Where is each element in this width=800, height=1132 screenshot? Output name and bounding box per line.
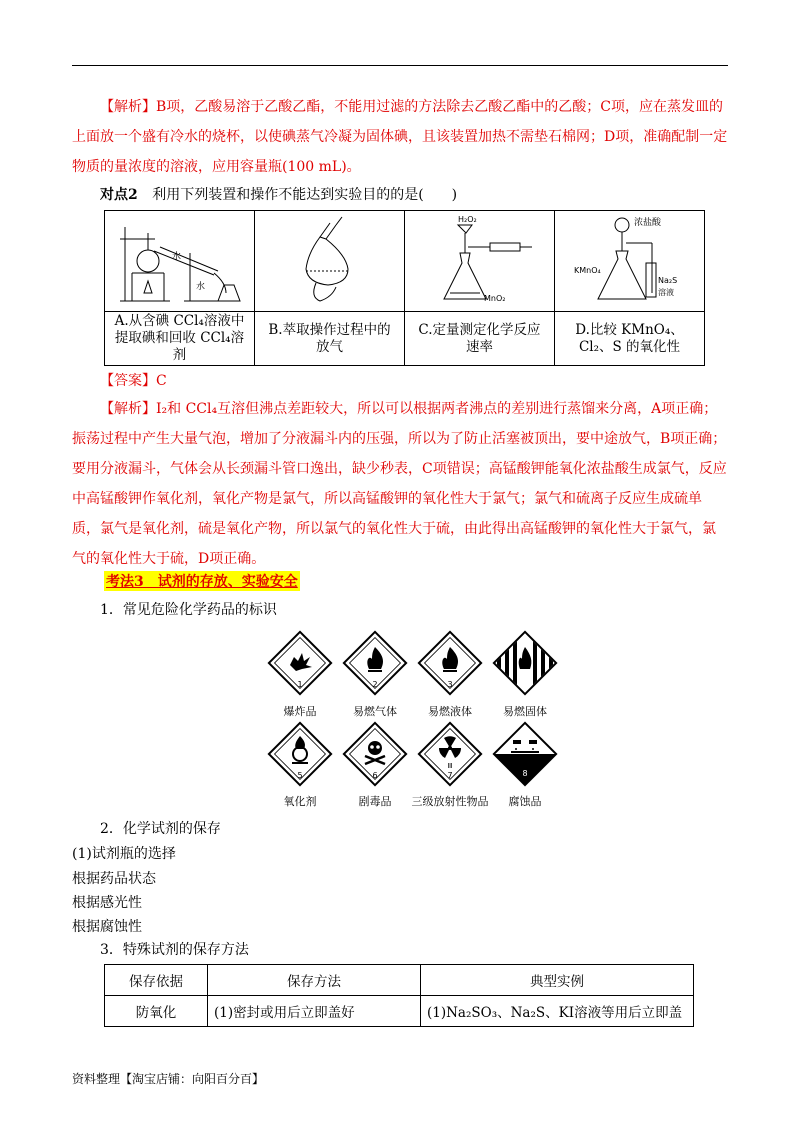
footer-source: 资料整理【淘宝店铺：向阳百分百】 <box>72 1072 265 1086</box>
oxidation-apparatus-icon <box>560 213 700 305</box>
section-heading: 考法3 试剂的存放、实验安全 <box>104 571 300 591</box>
item-3-heading: 3．特殊试剂的保存方法 <box>100 942 249 958</box>
option-d-image <box>555 211 705 312</box>
na2s-label: Na₂S <box>657 275 677 285</box>
analysis-paragraph-2 <box>72 394 728 574</box>
question-label: 对点2 <box>100 187 138 203</box>
sign-label: 腐蚀品 <box>508 795 542 808</box>
svg-text:8: 8 <box>522 769 528 778</box>
hazard-sign-corrosive <box>489 718 561 790</box>
svg-text:Ⅲ: Ⅲ <box>447 762 453 770</box>
sign-label: 易燃气体 <box>353 705 397 718</box>
h2o2-label: H₂O₂ <box>457 214 477 224</box>
svg-text:6: 6 <box>372 771 378 780</box>
table-header: 典型实例 <box>421 965 694 996</box>
options-table <box>104 210 705 366</box>
condenser-water-label: 水 <box>171 251 181 262</box>
table-header: 保存方法 <box>208 965 421 996</box>
table-cell: (1)密封或用后立即盖好 <box>208 996 421 1027</box>
option-d-caption: D.比较 KMnO₄、 Cl₂、S 的氧化性 <box>555 312 705 366</box>
table-header-row <box>105 965 694 996</box>
header-rule <box>72 65 728 66</box>
svg-text:3: 3 <box>447 680 453 689</box>
hazard-sign-flammable-solid <box>489 627 561 699</box>
analysis-label: 【解析】 <box>100 99 156 115</box>
sign-label: 三级放射性物品 <box>411 795 489 808</box>
hazard-sign-radioactive <box>414 718 486 790</box>
sign-label: 易燃固体 <box>503 705 547 718</box>
svg-text:5: 5 <box>297 771 303 780</box>
hazard-sign-explosive <box>264 627 336 699</box>
option-c-caption: C.定量测定化学反应 速率 <box>405 312 555 366</box>
condenser-water-label-2: 水 <box>195 281 205 292</box>
criterion-light: 根据感光性 <box>72 895 142 911</box>
sign-label: 剧毒品 <box>358 795 392 808</box>
sign-label: 易燃液体 <box>428 705 472 718</box>
sign-label: 爆炸品 <box>283 705 317 718</box>
gas-syringe-apparatus-icon <box>410 213 550 305</box>
svg-text:4: 4 <box>522 680 528 689</box>
distillation-apparatus-icon <box>110 213 250 305</box>
answer-label: 【答案】 <box>100 373 156 389</box>
sign-number: 1 <box>297 680 303 689</box>
subheading-bottle-choice: (1)试剂瓶的选择 <box>72 846 176 862</box>
table-cell: 防氧化 <box>105 996 208 1027</box>
option-c-image <box>405 211 555 312</box>
table-row <box>105 996 694 1027</box>
analysis-text: I₂和 CCl₄互溶但沸点差距较大，所以可以根据两者沸点的差别进行蒸馏来分离，A项正确；振荡过程中产生大量气泡，增加了分液漏斗内的压强，所以为了防止活塞被顶出，要中途放气，B项正确；要用分液漏斗，气体会从长颈漏斗管口逸出，缺少秒表，C项错误；高锰酸钾能氧化浓盐酸生成氯气，反应中高锰酸钾作氧化剂，氧化产物是氯气，所以高锰酸钾的氧化性大于氯气；氯气和硫离子反应生成硫单质，氯气是氧化剂，硫是氧化产物，所以氯气的氧化性大于硫，由此得出高锰酸钾的氧化性大于氯气，氯气的氧化性大于硫，D项正确。 <box>72 401 727 567</box>
criterion-corrosion: 根据腐蚀性 <box>72 919 142 935</box>
hazard-sign-toxic <box>339 718 411 790</box>
storage-table <box>104 964 694 1027</box>
analysis-label: 【解析】 <box>100 401 156 417</box>
solution-label: 溶液 <box>657 287 674 297</box>
hazard-sign-flammable-liquid <box>414 627 486 699</box>
option-a-caption: A.从含碘 CCl₄溶液中 提取碘和回收 CCl₄溶 剂 <box>105 312 255 366</box>
answer-value: C <box>156 373 167 389</box>
analysis-text: B项，乙酸易溶于乙酸乙酯，不能用过滤的方法除去乙酸乙酯中的乙酸；C项，应在蒸发皿的上面放一个盛有冷水的烧杯，以使碘蒸气冷凝为固体碘，且该装置加热不需垫石棉网；D项，准确配制一定物质的量浓度的溶液，应用容量瓶(100 mL)。 <box>72 99 728 175</box>
hazard-sign-oxidizer <box>264 718 336 790</box>
item-1-heading: 1．常见危险化学药品的标识 <box>100 602 277 618</box>
mno2-label: MnO₂ <box>483 293 505 303</box>
option-b-image <box>255 211 405 312</box>
svg-text:2: 2 <box>372 680 378 689</box>
option-a-image <box>105 211 255 312</box>
sign-label: 氧化剂 <box>283 795 317 808</box>
hazard-sign-flammable-gas <box>339 627 411 699</box>
separatory-funnel-icon <box>260 213 400 305</box>
item-2-heading: 2．化学试剂的保存 <box>100 821 221 837</box>
option-b-caption: B.萃取操作过程中的 放气 <box>255 312 405 366</box>
criterion-state: 根据药品状态 <box>72 871 156 887</box>
hcl-label: 浓盐酸 <box>633 217 661 228</box>
question-text: 利用下列装置和操作不能达到实验目的的是( ) <box>152 187 458 203</box>
table-cell: (1)Na₂SO₃、Na₂S、KI溶液等用后立即盖 <box>421 996 694 1027</box>
svg-text:7: 7 <box>447 771 453 780</box>
analysis-paragraph-1 <box>72 92 728 182</box>
table-header: 保存依据 <box>105 965 208 996</box>
kmno4-label: KMnO₄ <box>573 265 601 275</box>
answer-line <box>72 366 728 396</box>
question-2 <box>72 180 728 210</box>
